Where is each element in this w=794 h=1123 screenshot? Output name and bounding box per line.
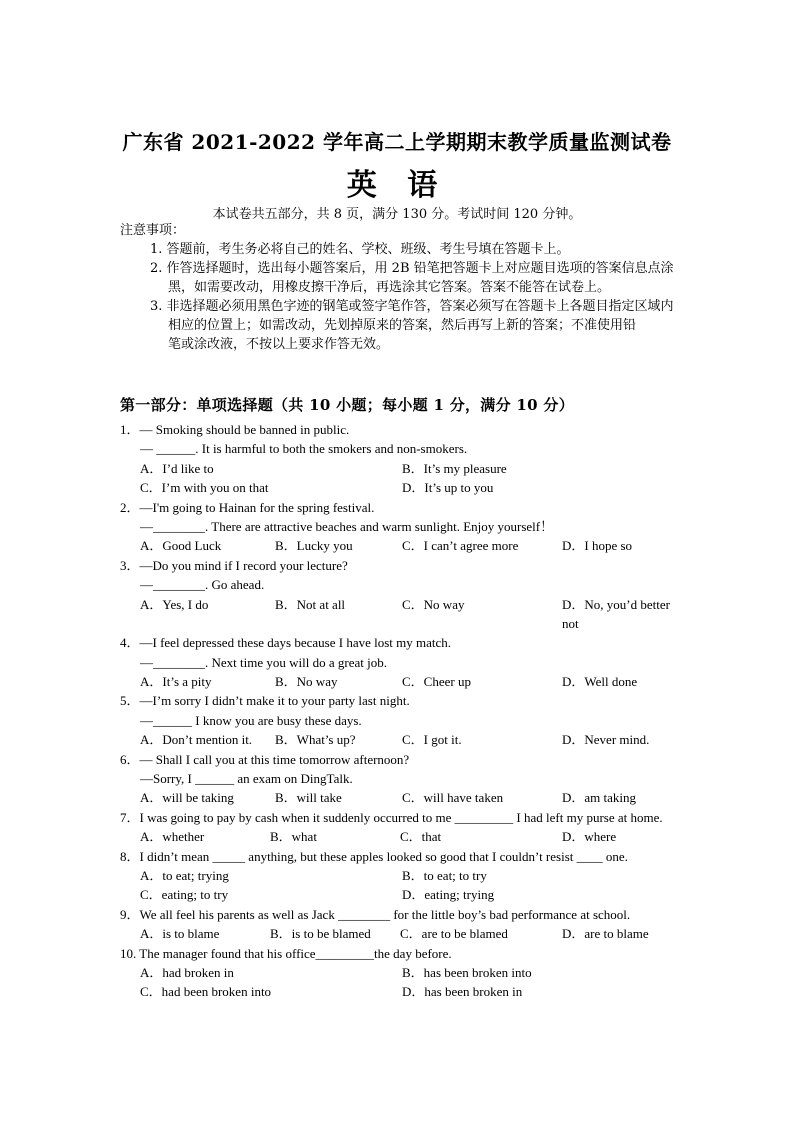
question-stem: 8．I didn’t mean _____ anything, but these apples looked so good that I couldn’t resist ____ one.: [120, 848, 628, 864]
question-response: —________. Go ahead.: [140, 577, 265, 593]
option-c: C．I can’t agree more: [402, 538, 519, 554]
option-d: D．are to blame: [562, 926, 649, 942]
option-a: A．to eat; trying: [140, 868, 229, 884]
option-d: D．where: [562, 829, 617, 845]
question-stem: 6．— Shall I call you at this time tomorrow afternoon?: [120, 751, 410, 767]
option-b: B．It’s my pleasure: [402, 460, 507, 476]
option-b: B．Not at all: [275, 596, 346, 612]
option-a: A．will be taking: [140, 790, 234, 806]
options-row: [120, 788, 680, 807]
note-3: 3. 非选择题必须用黑色字迹的钢笔或签字笔作答，答案必须写在答题卡上各题目指定区域内: [150, 299, 674, 314]
option-c: C．will have taken: [402, 790, 504, 806]
question-stem: 9．We all feel his parents as well as Jack ________ for the little boy’s bad performance at school.: [120, 906, 631, 922]
option-c: C．had been broken into: [140, 984, 272, 1000]
questions-list: [120, 420, 680, 1002]
options-row: [120, 924, 680, 943]
question-stem: 4．—I feel depressed these days because I have lost my match.: [120, 635, 452, 651]
option-a: A．whether: [140, 829, 205, 845]
option-d: D．Never mind.: [562, 732, 650, 748]
question-response: —Sorry, I ______ an exam on DingTalk.: [140, 771, 353, 787]
options-row: [120, 963, 680, 982]
option-d: D．It’s up to you: [402, 480, 494, 496]
option-d: D．am taking: [562, 790, 637, 806]
option-a: A．had broken in: [140, 965, 234, 980]
question-stem: 7．I was going to pay by cash when it suddenly occurred to me _________ I had left my purse at home.: [120, 809, 663, 825]
notes-block: [120, 221, 680, 354]
exam-info: 本试卷共五部分，共 8 页，满分 130 分。考试时间 120 分钟。: [212, 207, 582, 222]
option-a: A．Yes, I do: [140, 596, 209, 612]
option-c: C．I’m with you on that: [140, 480, 269, 496]
option-a: A．Good Luck: [140, 538, 222, 554]
option-c: C．that: [400, 829, 442, 845]
options-row: [120, 459, 680, 478]
option-b: B．Lucky you: [275, 538, 353, 554]
options-row: [120, 672, 680, 691]
question-stem: 5．—I’m sorry I didn’t make it to your party last night.: [120, 693, 410, 709]
option-c: C．I got it.: [402, 732, 462, 748]
options-row: [120, 827, 680, 846]
note-3-cont2: 笔或涂改液，不按以上要求作答无效。: [168, 337, 390, 352]
options-row: [120, 982, 680, 1001]
question-stem: 2．—I'm going to Hainan for the spring festival.: [120, 499, 375, 515]
option-a: A．It’s a pity: [140, 674, 212, 690]
options-row: [120, 730, 680, 749]
options-row: [120, 866, 680, 885]
option-c: C．are to be blamed: [400, 926, 508, 942]
question-response: —________. Next time you will do a great job.: [140, 654, 387, 670]
option-d: [562, 595, 680, 634]
notes-heading: 注意事项：: [120, 223, 186, 238]
option-b: B．What’s up?: [275, 732, 356, 748]
note-3-cont: 相应的位置上；如需改动，先划掉原来的答案，然后再写上新的答案；不准使用铅: [168, 318, 637, 333]
option-b: B．has been broken into: [402, 965, 532, 980]
option-d: D．has been broken in: [402, 984, 523, 1000]
note-2: 2. 作答选择题时，选出每小题答案后，用 2B 铅笔把答题卡上对应题目选项的答案信息点涂: [150, 261, 674, 276]
option-d: D．Well done: [562, 674, 638, 690]
options-row: [120, 478, 680, 497]
option-c: C．eating; to try: [140, 887, 229, 903]
note-1: 1. 答题前，考生务必将自己的姓名、学校、班级、考生号填在答题卡上。: [150, 242, 570, 257]
option-a: A．I’d like to: [140, 460, 214, 476]
option-d-text: D．No, you’d better not: [562, 596, 670, 631]
note-2-cont: 黑，如需要改动，用橡皮擦干净后，再选涂其它答案。答案不能答在试卷上。: [168, 280, 611, 295]
option-d: D．eating; trying: [402, 887, 495, 903]
question-response: — ______. It is harmful to both the smokers and non-smokers.: [140, 441, 468, 457]
option-b: B．to eat; to try: [402, 868, 487, 884]
question-response: —______ I know you are busy these days.: [140, 712, 362, 728]
option-a: A．is to blame: [140, 926, 220, 942]
question-response: —________. There are attractive beaches and warm sunlight. Enjoy yourself！: [140, 518, 554, 534]
question-stem: 10. The manager found that his office_________the day before.: [120, 945, 452, 961]
question-stem: 1．— Smoking should be banned in public.: [120, 422, 350, 437]
option-a: A．Don’t mention it.: [140, 732, 253, 748]
options-row: [120, 595, 680, 634]
option-b: B．is to be blamed: [270, 926, 371, 942]
exam-title: 广东省 2021-2022 学年高二上学期期末教学质量监测试卷: [122, 130, 672, 154]
option-b: B．what: [270, 829, 317, 845]
section-title: 第一部分：单项选择题（共 10 小题；每小题 1 分，满分 10 分）: [120, 396, 575, 414]
subject-title: 英 语: [346, 168, 448, 203]
option-c: C．No way: [402, 596, 465, 612]
option-c: C．Cheer up: [402, 674, 471, 690]
option-d: D．I hope so: [562, 538, 633, 554]
question-stem: 3．—Do you mind if I record your lecture?: [120, 557, 348, 573]
options-row: [120, 536, 680, 555]
option-b: B．No way: [275, 674, 338, 690]
options-row: [120, 885, 680, 904]
option-b: B．will take: [275, 790, 342, 806]
